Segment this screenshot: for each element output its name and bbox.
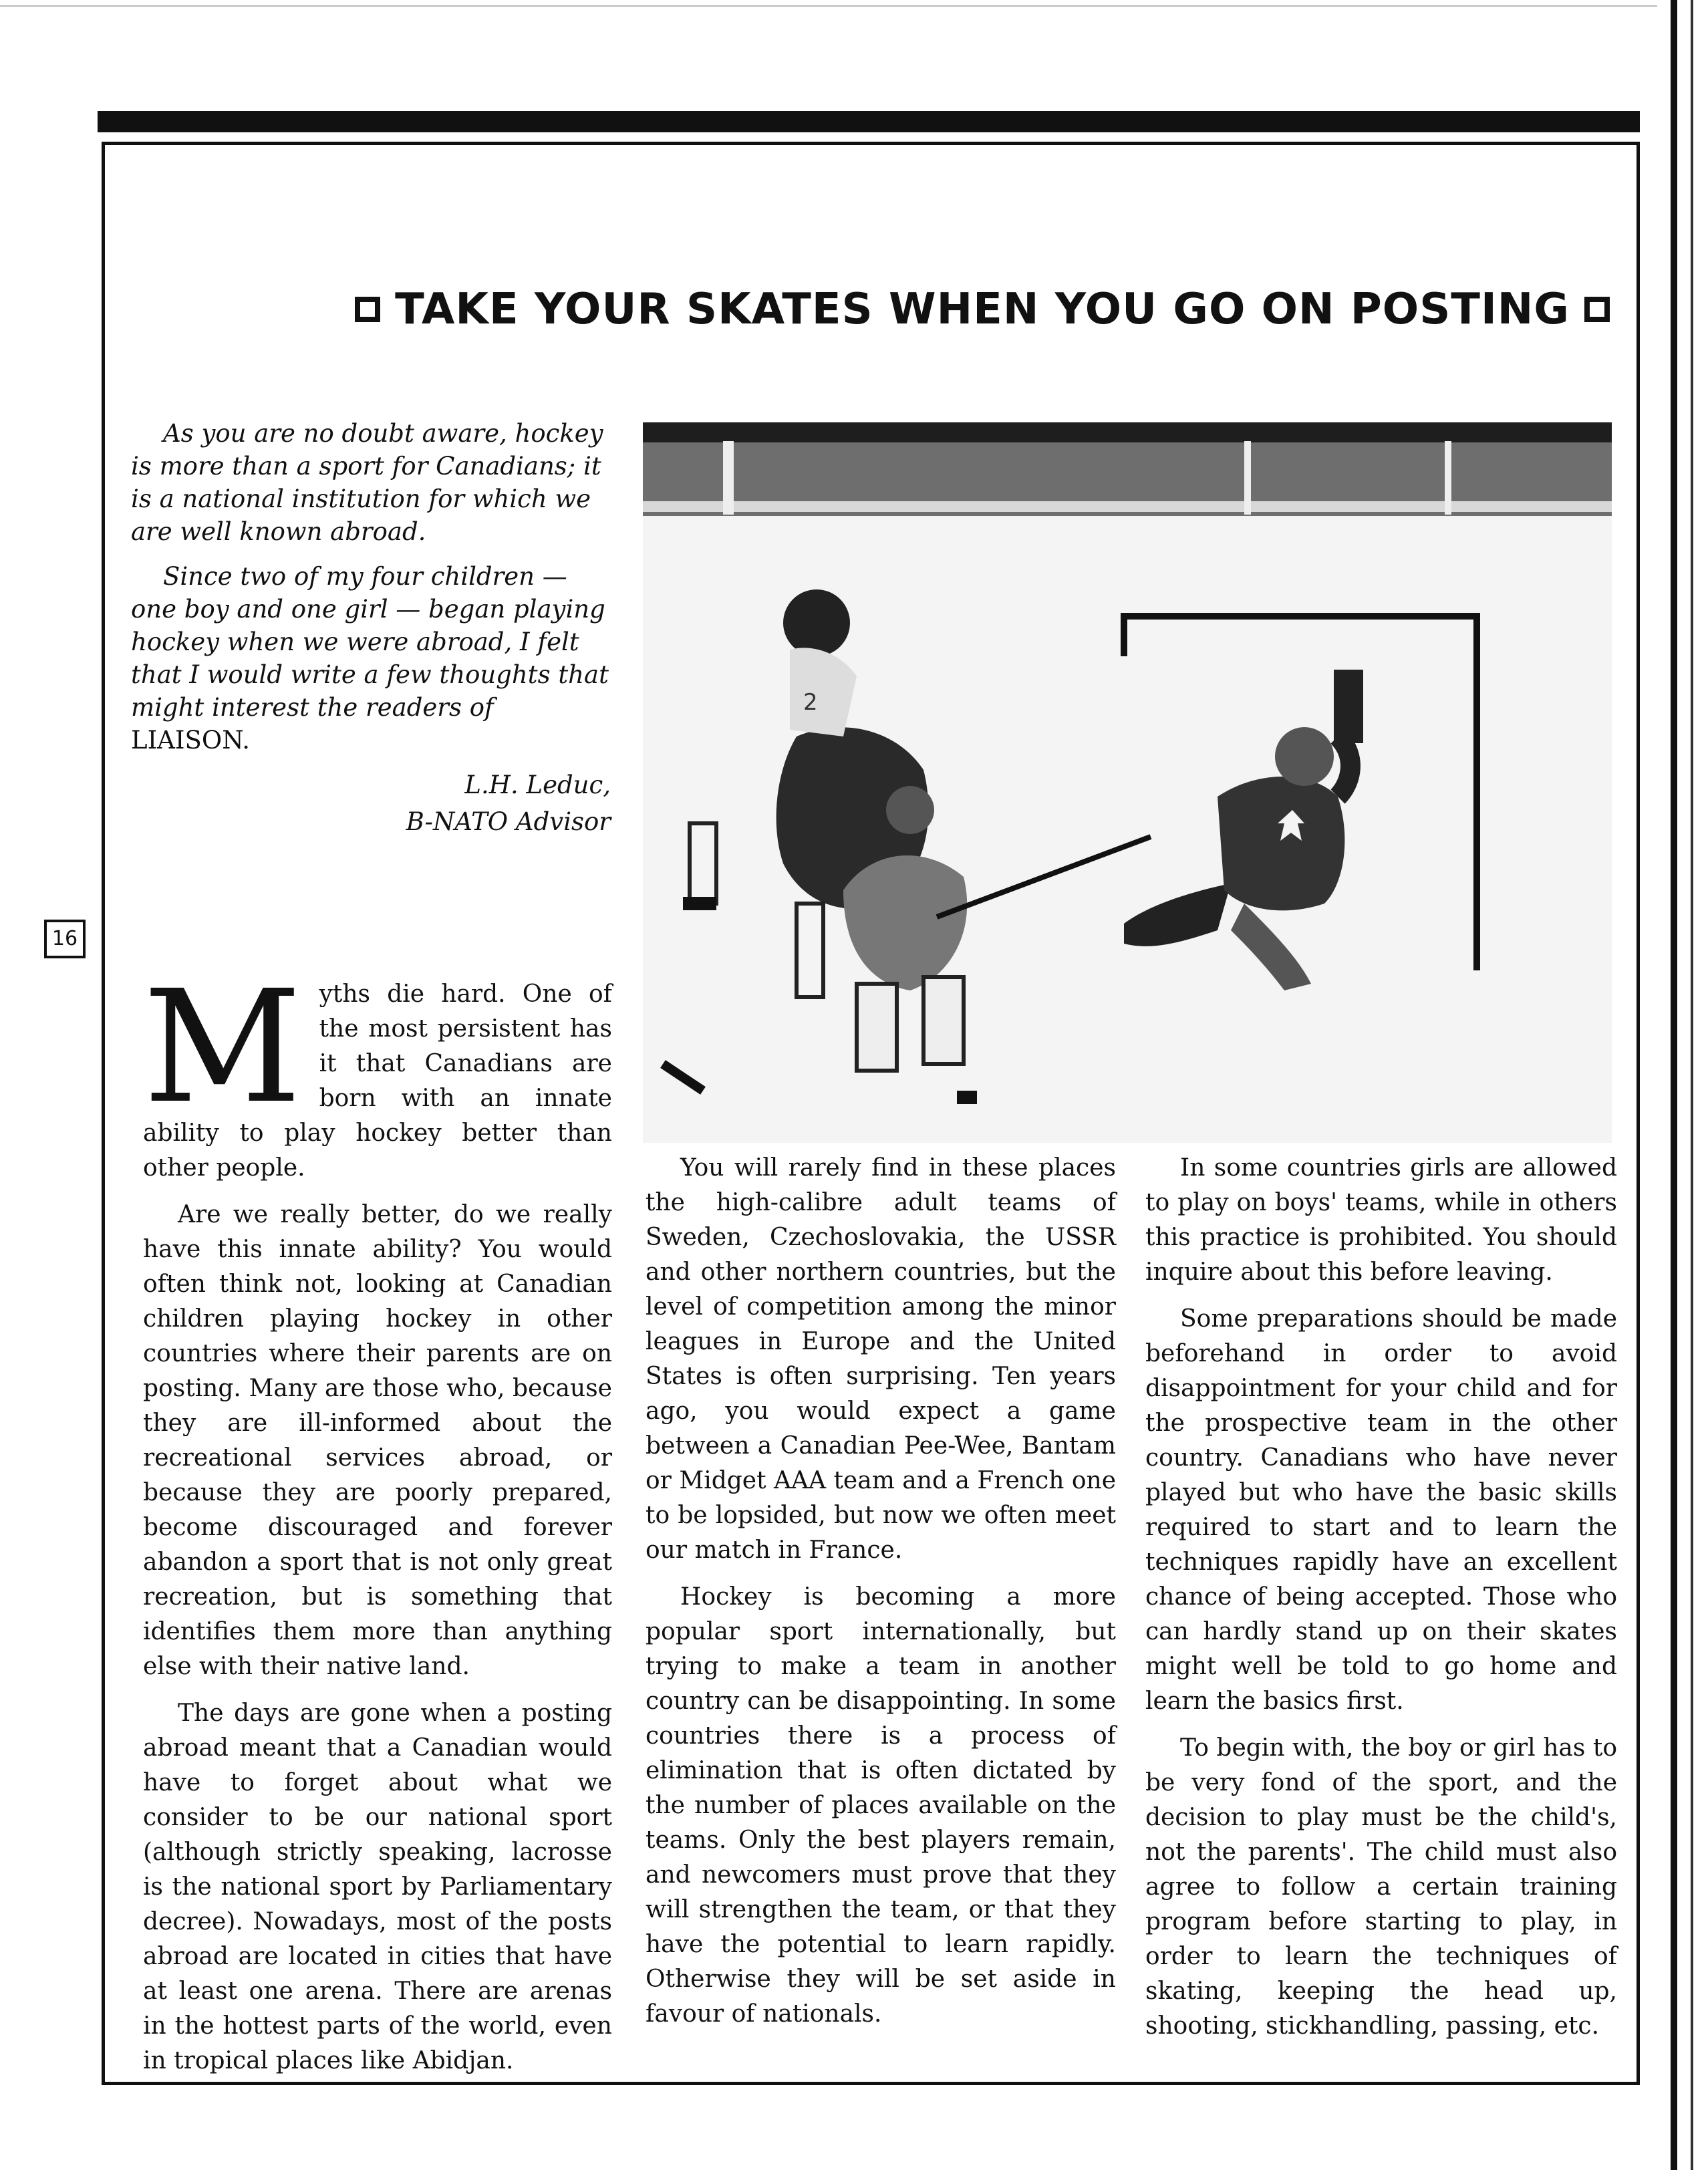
article-paragraph: Some preparations should be made beforehand in order to avoid disappointment for your child and for the prospective team in the other country. Canadians who have never played but who have the basic skills required to start and to learn the techniques rapidly have an excellent chance of being accepted. Those who can hardly stand up on their skates might well be told to go home and learn the basics first.: [1145, 1305, 1617, 1715]
article-paragraph: Hockey is becoming a more popular sport internationally, but trying to make a team in another country can be disappointing. In some countries there is a process of elimination that is often dictated by the number of places available on the teams. Only the best players remain, and newcomers must prove that they will strengthen the team, or that they have the potential to learn rapidly. Otherwise they will be set aside in favour of nationals.: [646, 1583, 1116, 2028]
jersey-number: 2: [803, 689, 818, 716]
article-paragraph: Are we really better, do we really have this innate ability? You would often think not, looking at Canadian children playing hockey in other countries where their parents are on posting. Many are those who, because they are ill-informed about the recreational services abroad, or because they are poorly prepared, become discouraged and forever abandon a sport that is not only great recreation, but is something that identifies them more than anything else with their native land.: [143, 1201, 612, 1680]
binding-edge: [1671, 0, 1677, 2170]
publication-name: LIAISON.: [131, 726, 250, 755]
author-name: L.H. Leduc,: [464, 771, 611, 799]
box-bullet-icon: [355, 297, 380, 322]
article-title-text: TAKE YOUR SKATES WHEN YOU GO ON POSTING: [395, 285, 1570, 334]
binding-edge-thin: [1691, 0, 1693, 2170]
article-title: [347, 279, 1617, 340]
article-paragraph: To begin with, the boy or girl has to be very fond of the sport, and the decision to play must be the child's, not the parents'. The child must also agree to follow a certain training program before starting to play, in order to learn the techniques of skating, keeping the head up, shooting, stickhandling, passing, etc.: [1145, 1734, 1617, 2040]
header-rule: [98, 111, 1640, 132]
intro-paragraph: Since two of my four children — one boy and one girl — began playing hockey when we were abroad, I felt that I would write a few thoughts that might interest the readers of LIAISON.: [131, 562, 609, 755]
article-paragraph: In some countries girls are allowed to play on boys' teams, while in others this practice is prohibited. You should inquire about this before leaving.: [1145, 1154, 1617, 1286]
box-bullet-icon: [1584, 297, 1610, 322]
intro-editor-note: [131, 417, 611, 838]
hockey-photo: [643, 422, 1612, 1143]
article-paragraph: The days are gone when a posting abroad meant that a Canadian would have to forget about what we consider to be our national sport (although strictly speaking, lacrosse is the national sport by Parliamentary decree). Nowadays, most of the posts abroad are located in cities that have at least one arena. There are arenas in the hottest parts of the world, even in tropical places like Abidjan.: [143, 1700, 612, 2074]
drop-cap: M: [143, 957, 302, 1137]
page-number: 16: [44, 920, 86, 958]
article-paragraph: Myths die hard. One of the most persistent has it that Canadians are born with an innate ability to play hockey better than other people.: [143, 957, 612, 1182]
intro-paragraph: As you are no doubt aware, hockey is more than a sport for Canadians; it is a national institution for which we are well known abroad.: [131, 419, 603, 546]
article-column-3: [1145, 1151, 1617, 2056]
article-column-2: [646, 1151, 1116, 2044]
author-title: B-NATO Advisor: [406, 807, 611, 836]
article-column-1: [143, 957, 612, 2090]
article-paragraph: You will rarely find in these places the high-calibre adult teams of Sweden, Czechoslovakia, the USSR and other northern countries, but the level of competition among the minor leagues in Europe and the United States is often surprising. Ten years ago, you would expect a game between a Canadian Pee-Wee, Bantam or Midget AAA team and a French one to be lopsided, but now we often meet our match in France.: [646, 1154, 1116, 1564]
page-top-hairline: [0, 5, 1657, 7]
